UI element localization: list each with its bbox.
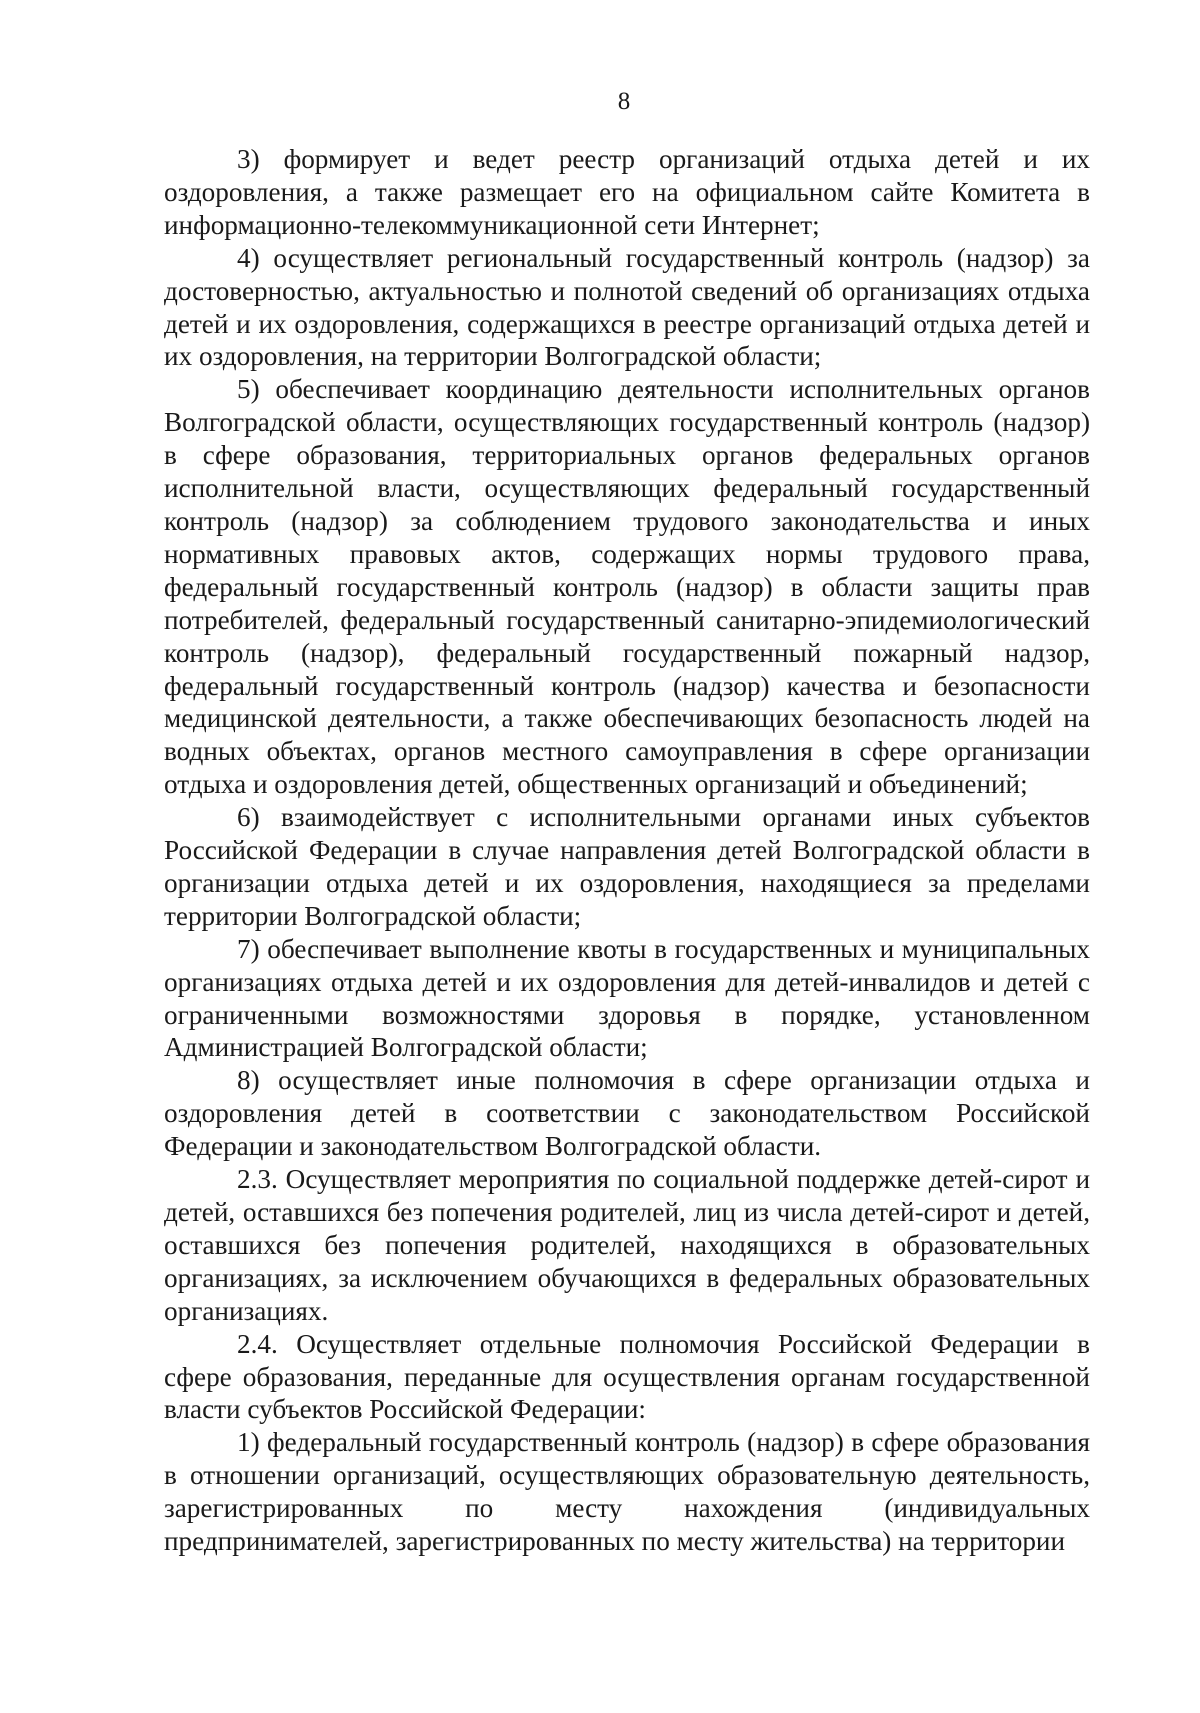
- page-number: 8: [617, 88, 631, 115]
- paragraph-item-6: 6) взаимодействует с исполнительными органами иных субъектов Российской Федерации в случае направления детей Волгоградской области в организации отдыха детей и их оздоровления, находящиеся за пределами территории Волгоградской области;: [164, 802, 1090, 931]
- document-body: [164, 143, 1090, 1558]
- paragraph-item-3: 3) формирует и ведет реестр организаций отдыха детей и их оздоровления, а также размещает его на официальном сайте Комитета в информационно-телекоммуникационной сети Интернет;: [164, 144, 1090, 240]
- paragraph-item-8: 8) осуществляет иные полномочия в сфере организации отдыха и оздоровления детей в соответствии с законодательством Российской Федерации и законодательством Волгоградской области.: [164, 1065, 1090, 1162]
- paragraph-section-2-3: 2.3. Осуществляет мероприятия по социальной поддержке детей-сирот и детей, оставшихся без попечения родителей, лиц из числа детей-сирот и детей, оставшихся без попечения родителей, находящихся в образовательных организациях, за исключением обучающихся в федеральных образовательных организациях.: [164, 1164, 1090, 1326]
- paragraph-item-7: 7) обеспечивает выполнение квоты в государственных и муниципальных организациях отдыха детей и их оздоровления для детей-инвалидов и детей с ограниченными возможностями здоровья в порядке, установленном Администрацией Волгоградской области;: [164, 933, 1090, 1063]
- paragraph-item-5: 5) обеспечивает координацию деятельности исполнительных органов Волгоградской области, осуществляющих государственный контроль (надзор) в сфере образования, территориальных органов федеральных органов исполнительной власти, осуществляющих федеральный государственный контроль (надзор) за соблюдением трудового законодательства и иных нормативных правовых актов, содержащих нормы трудового права, федеральный государственный контроль (надзор) в области защиты прав потребителей, федеральный государственный санитарно-эпидемиологический контроль (надзор), федеральный государственный пожарный надзор, федеральный государственный контроль (надзор) качества и безопасности медицинской деятельности, а также обеспечивающих безопасность людей на водных объектах, органов местного самоуправления в сфере организации отдыха и оздоровления детей, общественных организаций и объединений;: [164, 374, 1090, 800]
- paragraph-subitem-1: 1) федеральный государственный контроль (надзор) в сфере образования в отношении организаций, осуществляющих образовательную деятельность, зарегистрированных по месту нахождения (индивидуальных предпринимателей, зарегистрированных по месту жительства) на территории: [164, 1427, 1090, 1557]
- paragraph-item-4: 4) осуществляет региональный государственный контроль (надзор) за достоверностью, актуальностью и полнотой сведений об организациях отдыха детей и их оздоровления, содержащихся в реестре организаций отдыха детей и их оздоровления, на территории Волгоградской области;: [164, 242, 1090, 372]
- paragraph-section-2-4: 2.4. Осуществляет отдельные полномочия Российской Федерации в сфере образования, переданные для осуществления органам государственной власти субъектов Российской Федерации:: [164, 1328, 1090, 1425]
